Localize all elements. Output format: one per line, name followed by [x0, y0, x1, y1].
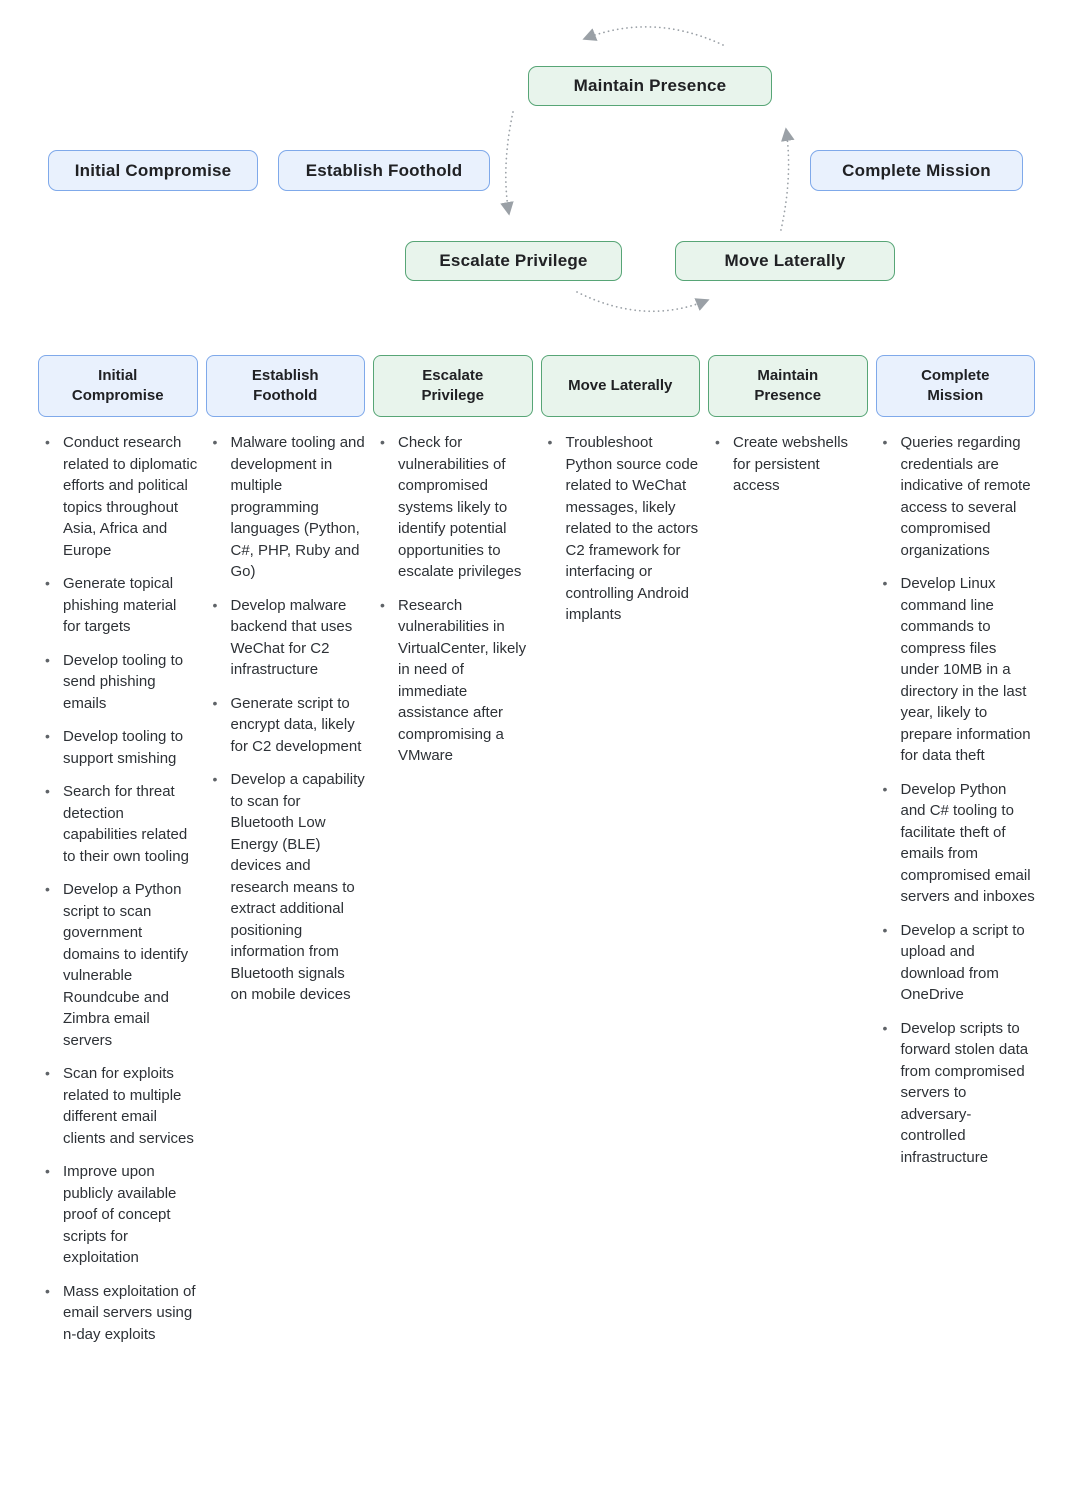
- bullet-item: [876, 1018, 1036, 1169]
- bullet-icon: •: [45, 434, 50, 450]
- bullet-item: [38, 726, 198, 769]
- cycle-diagram: [0, 0, 1073, 340]
- bullet-text: Conduct research related to diplomatic efforts and political topics throughout Asia, Africa and Europe: [63, 434, 198, 559]
- column-header: [206, 355, 366, 417]
- bullet-item: [206, 595, 366, 681]
- bullet-text: Generate topical phishing material for targets: [63, 575, 177, 635]
- column-title: Complete Mission: [921, 367, 990, 404]
- bullet-item: [206, 432, 366, 583]
- bullet-text: Check for vulnerabilities of compromised systems likely to identify potential opportunities to escalate privileges: [398, 434, 522, 580]
- bullet-icon: •: [45, 783, 50, 799]
- bullet-text: Develop a capability to scan for Bluetooth Low Energy (BLE) devices and research means to extract additional positioning information from Bluetooth signals on mobile devices: [230, 771, 365, 1003]
- bullet-item: [38, 781, 198, 867]
- bullet-text: Develop Linux command line commands to compress files under 10MB in a directory in the last year, likely to prepare information for data theft: [900, 575, 1031, 764]
- column-header: [708, 355, 868, 417]
- bullet-item: [38, 432, 198, 561]
- bullet-item: [876, 920, 1036, 1006]
- bullet-icon: •: [882, 575, 888, 591]
- bullet-text: Malware tooling and development in multiple programming languages (Python, C#, PHP, Ruby and Go): [230, 434, 365, 580]
- column-title: Initial Compromise: [71, 367, 164, 404]
- column-complete-mission: [876, 355, 1036, 1357]
- column-maintain-presence: [708, 355, 868, 1357]
- bullet-text: Develop Python and C# tooling to facilitate theft of emails from compromised email servers and inboxes: [900, 780, 1035, 905]
- arc-top-icon: [584, 27, 723, 45]
- node-escalate-privilege: Escalate Privilege: [405, 241, 622, 281]
- column-escalate-privilege: [373, 355, 533, 1357]
- bullet-list: [206, 432, 366, 1006]
- bullet-icon: •: [212, 434, 218, 450]
- bullet-list: [876, 432, 1036, 1168]
- arc-right-icon: [781, 129, 789, 230]
- bullet-item: [38, 1063, 198, 1149]
- node-maintain-presence: Maintain Presence: [528, 66, 772, 106]
- bullet-item: [38, 573, 198, 638]
- bullet-item: [206, 769, 366, 1006]
- bullet-text: Troubleshoot Python source code related to WeChat messages, likely related to the actors C2 framework for interfacing or controlling Android implants: [565, 434, 699, 623]
- column-move-laterally: [541, 355, 701, 1357]
- bullet-item: [373, 595, 533, 767]
- bullet-text: Develop a Python script to scan government domains to identify vulnerable Roundcube and Zimbra email servers: [63, 881, 189, 1049]
- bullet-icon: •: [380, 596, 385, 613]
- bullet-text: Develop tooling to send phishing emails: [63, 651, 184, 712]
- bullet-icon: •: [45, 1065, 50, 1081]
- column-title: Establish Foothold: [251, 367, 319, 404]
- lifecycle-columns: [38, 355, 1035, 1357]
- bullet-item: [708, 432, 868, 497]
- bullet-item: [876, 779, 1036, 908]
- node-complete-mission: Complete Mission: [810, 150, 1023, 191]
- bullet-text: Research vulnerabilities in VirtualCenter, likely in need of immediate assistance after compromising a VMware: [398, 596, 527, 764]
- bullet-icon: •: [882, 921, 888, 938]
- bullet-text: Queries regarding credentials are indicative of remote access to several compromised organizations: [900, 434, 1031, 559]
- column-header: [876, 355, 1036, 417]
- bullet-text: Generate script to encrypt data, likely for C2 development: [230, 694, 362, 755]
- bullet-icon: •: [212, 596, 218, 613]
- bullet-icon: •: [45, 1163, 50, 1179]
- bullet-item: [38, 650, 198, 715]
- bullet-item: [541, 432, 701, 626]
- bullet-icon: •: [45, 575, 50, 591]
- bullet-icon: •: [547, 434, 553, 450]
- bullet-text: Develop malware backend that uses WeChat for C2 infrastructure: [230, 596, 353, 678]
- bullet-item: [38, 879, 198, 1051]
- bullet-icon: •: [212, 771, 218, 787]
- bullet-icon: •: [45, 728, 50, 744]
- bullet-text: Develop a script to upload and download from OneDrive: [900, 921, 1025, 1003]
- bullet-text: Develop tooling to support smishing: [63, 728, 184, 767]
- column-title: Maintain Presence: [754, 367, 822, 404]
- bullet-list: [541, 432, 701, 626]
- bullet-icon: •: [380, 434, 385, 450]
- bullet-icon: •: [882, 434, 888, 450]
- bullet-icon: •: [715, 434, 720, 450]
- bullet-item: [373, 432, 533, 583]
- node-initial-compromise: Initial Compromise: [48, 150, 258, 191]
- bullet-text: Search for threat detection capabilities related to their own tooling: [63, 783, 189, 865]
- bullet-icon: •: [45, 1282, 50, 1299]
- node-move-laterally: Move Laterally: [675, 241, 895, 281]
- bullet-item: [876, 432, 1036, 561]
- bullet-icon: •: [45, 651, 50, 668]
- bullet-item: [876, 573, 1036, 767]
- bullet-list: [708, 432, 868, 497]
- node-establish-foothold: Establish Foothold: [278, 150, 490, 191]
- bullet-list: [373, 432, 533, 767]
- bullet-text: Create webshells for persistent access: [733, 434, 849, 494]
- column-title: Move Laterally: [568, 377, 673, 394]
- column-establish-foothold: [206, 355, 366, 1357]
- arc-bottom-icon: [577, 292, 708, 311]
- bullet-text: Mass exploitation of email servers using n-day exploits: [63, 1282, 196, 1343]
- bullet-text: Scan for exploits related to multiple different email clients and services: [63, 1065, 194, 1147]
- bullet-item: [38, 1281, 198, 1346]
- arc-left-icon: [506, 112, 513, 214]
- column-header: [38, 355, 198, 417]
- column-title: Escalate Privilege: [421, 367, 485, 404]
- bullet-icon: •: [45, 881, 50, 897]
- bullet-text: Improve upon publicly available proof of concept scripts for exploitation: [63, 1163, 177, 1266]
- bullet-item: [206, 693, 366, 758]
- bullet-icon: •: [212, 694, 218, 711]
- bullet-icon: •: [882, 780, 888, 797]
- bullet-icon: •: [882, 1019, 888, 1036]
- bullet-item: [38, 1161, 198, 1269]
- column-header: [373, 355, 533, 417]
- column-header: [541, 355, 701, 417]
- bullet-text: Develop scripts to forward stolen data from compromised servers to adversary-controlled infrastructure: [900, 1019, 1029, 1166]
- bullet-list: [38, 432, 198, 1345]
- column-initial-compromise: [38, 355, 198, 1357]
